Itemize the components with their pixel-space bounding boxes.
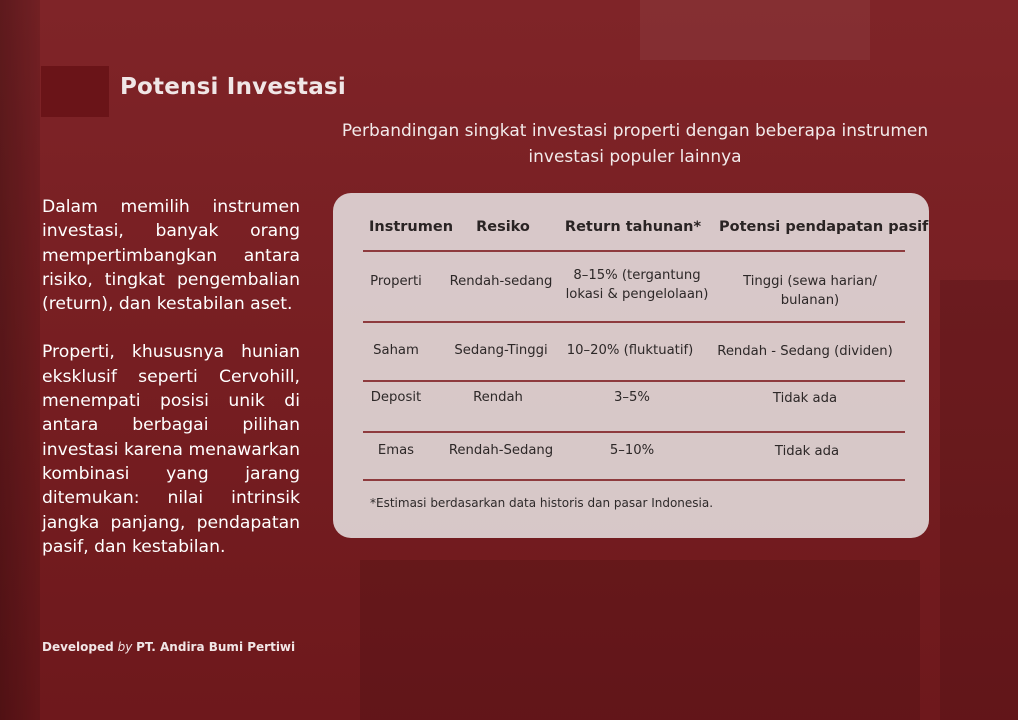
table-cell: Rendah-sedang [449,274,553,289]
footer-credit [42,640,295,654]
background-building-right [940,280,1018,720]
title-accent-square [41,66,109,117]
table-cell: Properti [370,274,422,289]
page-subtitle: Perbandingan singkat investasi properti dengan beberapa instrumen investasi populer lainnya [341,121,929,167]
table-divider [363,479,905,481]
table-cell: 10–20% (fluktuatif) [566,343,694,358]
background-ground [360,560,920,720]
table-header-pasif: Potensi pendapatan pasif [719,219,929,235]
table-cell: Tidak ada [772,391,838,406]
table-footnote: *Estimasi berdasarkan data historis dan pasar Indonesia. [370,496,714,510]
table-cell: 3–5% [614,390,650,405]
comparison-table [333,193,929,538]
table-cell: Emas [377,443,415,458]
background-building-left [0,0,40,720]
table-cell: Saham [373,343,419,358]
table-divider [363,321,905,323]
table-cell: Rendah - Sedang (dividen) [717,344,893,359]
table-header-resiko: Resiko [476,219,530,235]
background-building-top [640,0,870,60]
footer-by: by [117,640,133,654]
table-divider [363,431,905,433]
table-cell: 5–10% [609,443,655,458]
table-header-instrumen: Instrumen [369,219,454,235]
table-header-return: Return tahunan* [564,219,702,235]
page-title: Potensi Investasi [120,74,346,100]
footer-company: PT. Andira Bumi Pertiwi [136,640,296,654]
table-cell: Deposit [370,390,422,405]
table-divider [363,250,905,252]
intro-paragraph-1: Dalam memilih instrumen investasi, banyak orang mempertimbangkan antara risiko, tingkat pengembalian (return), dan kestabilan aset. [42,197,300,315]
table-cell: Rendah [473,390,523,405]
table-cell: Tidak ada [774,444,840,459]
intro-paragraph-2: Properti, khususnya hunian eksklusif seperti Cervohill, menempati posisi unik di antara berbagai pilihan investasi karena menawarkan kombinasi yang jarang ditemukan: nilai intrinsik jangka panjang, pendapatan pasif, dan kestabilan. [42,342,300,557]
footer-developed: Developed [42,640,114,654]
table-cell: Sedang-Tinggi [454,343,548,358]
intro-text [42,195,300,559]
table-cell: Rendah-Sedang [448,443,554,458]
table-cell: 8–15% (tergantung lokasi & pengelolaan) [565,268,709,302]
table-divider [363,380,905,382]
table-cell: Tinggi (sewa harian/ bulanan) [743,274,877,308]
